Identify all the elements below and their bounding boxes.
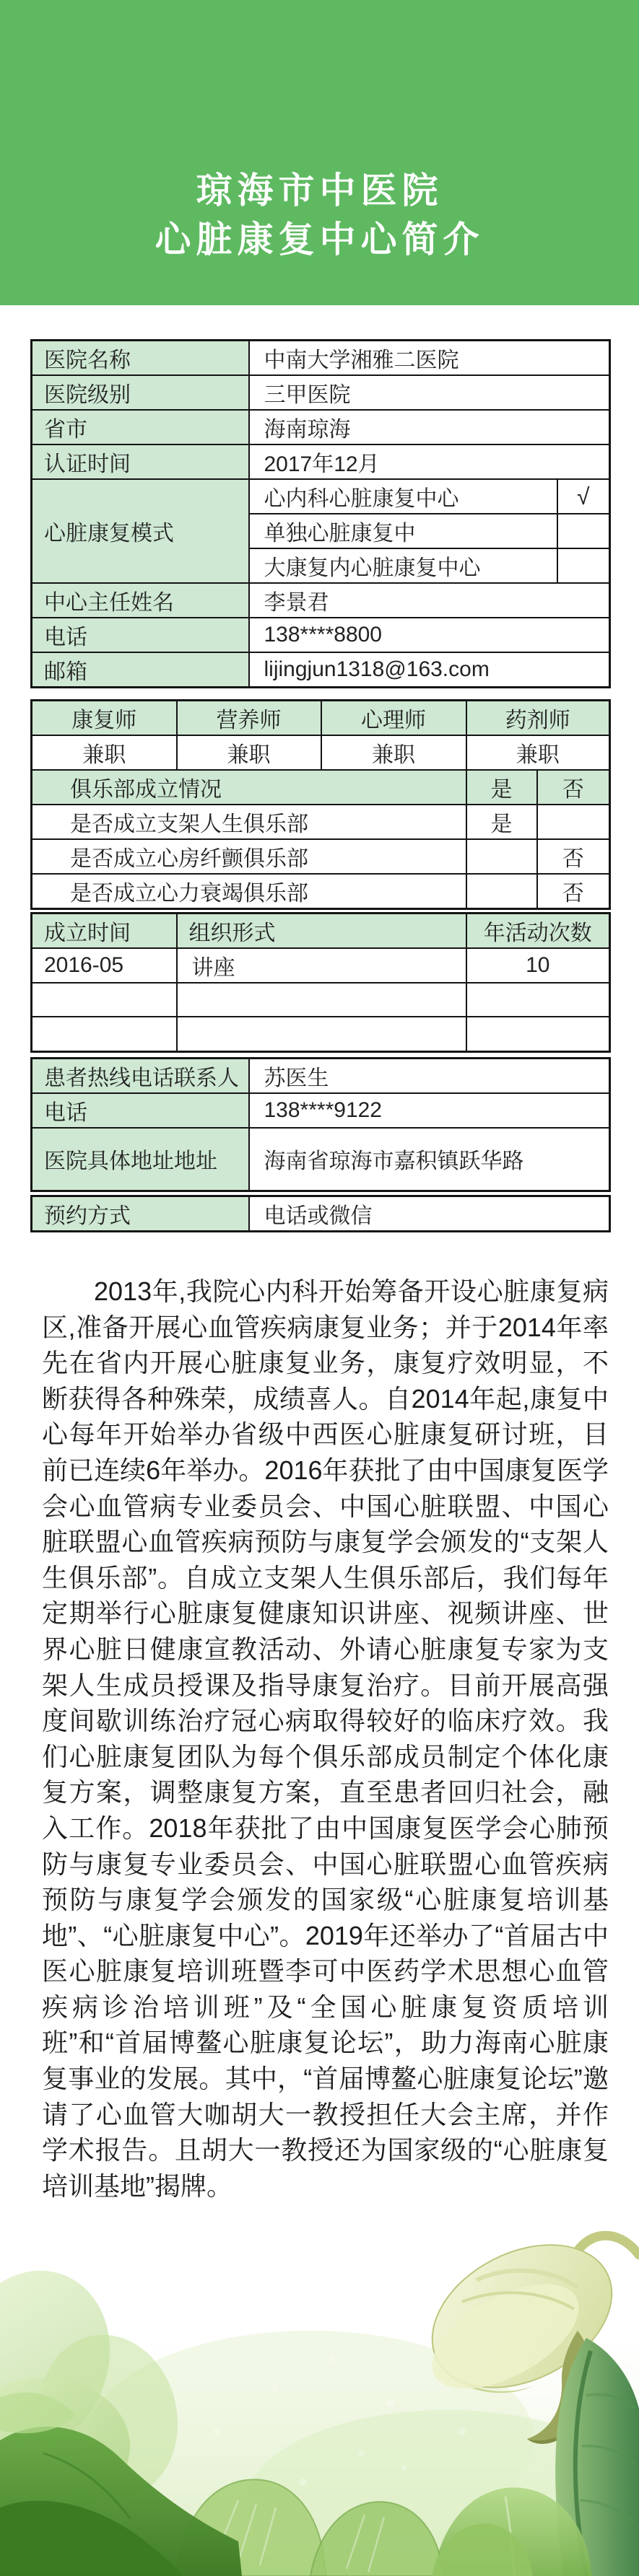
cell-value: 兼职 [177, 735, 321, 770]
no-cell: 否 [537, 839, 610, 874]
header-cell: 心理师 [321, 701, 466, 736]
page-title-line2: 心脏康复中心简介 [155, 219, 484, 260]
cell-form [177, 1017, 466, 1051]
cell-value: 苏医生 [249, 1058, 610, 1093]
cell-time [32, 983, 177, 1017]
activity-table [30, 912, 611, 1053]
header-cell: 康复师 [32, 701, 177, 736]
cell-label: 是否成立心力衰竭俱乐部 [32, 874, 466, 909]
checkmark-cell [557, 514, 610, 548]
cell-value: 兼职 [32, 735, 177, 770]
cell-label: 俱乐部成立情况 [32, 770, 466, 805]
cell-label: 邮箱 [32, 652, 249, 688]
cell-mode-option: 单独心脏康复中 [249, 514, 557, 548]
cell-value: lijingjun1318@163.com [249, 652, 610, 688]
cell-label: 电话 [32, 1093, 249, 1128]
intro-paragraph: 2013年,我院心内科开始筹备开设心脏康复病区,准备开展心血管疾病康复业务；并于2014年率先在省内开展心脏康复业务，康复疗效明显，不断获得各种殊荣，成绩喜人。自2014年起,康复中心每年开始举办省级中西医心脏康复研讨班，目前已连续6年举办。2016年获批了由中国康复医学会心血管病专业委员会、中国心脏联盟、中国心脏联盟心血管疾病预防与康复学会颁发的“支架人生俱乐部”。自成立支架人生俱乐部后，我们每年定期举行心脏康复健康知识讲座、视频讲座、世界心脏日健康宣教活动、外请心脏康复专家为支架人生成员授课及指导康复治疗。目前开展高强度间歇训练治疗冠心病取得较好的临床疗效。我们心脏康复团队为每个俱乐部成员制定个体化康复方案，调整康复方案，直至患者回归社会，融入工作。2018年获批了由中国康复医学会心肺预防与康复专业委员会、中国心脏联盟心血管疾病预防与康复学会颁发的国家级“心脏康复培训基地”、“心脏康复中心”。2019年还举办了“首届古中医心脏康复培训班暨李可中医药学术思想心血管疾病诊治培训班”及“全国心脏康复资质培训班”和“首届博鳌心脏康复论坛”，助力海南心脏康复事业的发展。其中，“首届博鳌心脏康复论坛”邀请了心血管大咖胡大一教授担任大会主席，并作学术报告。且胡大一教授还为国家级的“心脏康复培训基地”揭牌。 [42, 1276, 609, 2201]
booking-table [30, 1195, 611, 1232]
cell-value: 138****8800 [249, 618, 610, 652]
checkmark-cell: √ [557, 479, 610, 514]
cell-value: 李景君 [249, 583, 610, 618]
cell-label: 医院名称 [32, 341, 249, 376]
yes-header-cell: 是 [466, 770, 537, 805]
footer-decoration [0, 2215, 639, 2576]
no-cell [537, 805, 610, 839]
cell-mode-option: 大康复内心脏康复中心 [249, 548, 557, 583]
cell-value: 电话或微信 [249, 1196, 610, 1232]
cell-count [466, 983, 610, 1017]
cell-value: 2017年12月 [249, 444, 610, 479]
cell-label: 中心主任姓名 [32, 583, 249, 618]
cell-value: 兼职 [466, 735, 610, 770]
table-row [32, 618, 610, 652]
table-row [32, 1058, 610, 1093]
table-row [32, 735, 610, 770]
cell-value: 兼职 [321, 735, 466, 770]
cell-label: 预约方式 [32, 1196, 249, 1232]
cell-count [466, 1017, 610, 1051]
table-row [32, 410, 610, 444]
info-sheet [30, 339, 609, 1232]
cell-form: 讲座 [177, 948, 466, 983]
cell-label: 是否成立心房纤颤俱乐部 [32, 839, 466, 874]
table-row [32, 1128, 610, 1191]
club-row [32, 805, 610, 839]
contact-table [30, 1057, 611, 1193]
header-cell: 药剂师 [466, 701, 610, 736]
header-banner [0, 0, 639, 305]
no-cell: 否 [537, 874, 610, 909]
staff-club-table [30, 699, 611, 910]
header-cell: 年活动次数 [466, 914, 610, 949]
cell-value: 三甲医院 [249, 375, 610, 410]
table-row-empty [32, 1017, 610, 1051]
table-row [32, 444, 610, 479]
table-row [32, 375, 610, 410]
cell-value: 海南琼海 [249, 410, 610, 444]
no-header-cell: 否 [537, 770, 610, 805]
club-row [32, 874, 610, 909]
cell-label: 认证时间 [32, 444, 249, 479]
table-row [32, 1196, 610, 1232]
cell-value: 海南省琼海市嘉积镇跃华路 [249, 1128, 610, 1191]
cell-label: 医院级别 [32, 375, 249, 410]
cell-form [177, 983, 466, 1017]
table-row [32, 948, 610, 983]
cell-label: 电话 [32, 618, 249, 652]
table-header-row [32, 914, 610, 949]
table-row [32, 652, 610, 688]
cell-time: 2016-05 [32, 948, 177, 983]
yes-cell [466, 874, 537, 909]
cell-label: 省市 [32, 410, 249, 444]
table-row-empty [32, 983, 610, 1017]
header-cell: 营养师 [177, 701, 321, 736]
header-cell: 成立时间 [32, 914, 177, 949]
cell-count: 10 [466, 948, 610, 983]
table-row [32, 341, 610, 376]
table-row [32, 583, 610, 618]
hospital-info-table [30, 339, 611, 688]
club-header-row [32, 770, 610, 805]
header-cell: 组织形式 [177, 914, 466, 949]
cell-value: 138****9122 [249, 1093, 610, 1128]
cell-label: 患者热线电话联系人 [32, 1058, 249, 1093]
cell-label: 心脏康复模式 [32, 479, 249, 583]
table-header-row [32, 701, 610, 736]
cell-value: 中南大学湘雅二医院 [249, 341, 610, 376]
club-row [32, 839, 610, 874]
page-title-line1: 琼海市中医院 [196, 170, 443, 211]
cell-mode-option: 心内科心脏康复中心 [249, 479, 557, 514]
yes-cell [466, 839, 537, 874]
table-row [32, 1093, 610, 1128]
checkmark-cell [557, 548, 610, 583]
cell-label: 医院具体地址地址 [32, 1128, 249, 1191]
cell-label: 是否成立支架人生俱乐部 [32, 805, 466, 839]
cell-time [32, 1017, 177, 1051]
watercolor-leaves-illustration [0, 2215, 639, 2576]
yes-cell: 是 [466, 805, 537, 839]
table-row-mode [32, 479, 610, 514]
page-title [0, 0, 639, 264]
